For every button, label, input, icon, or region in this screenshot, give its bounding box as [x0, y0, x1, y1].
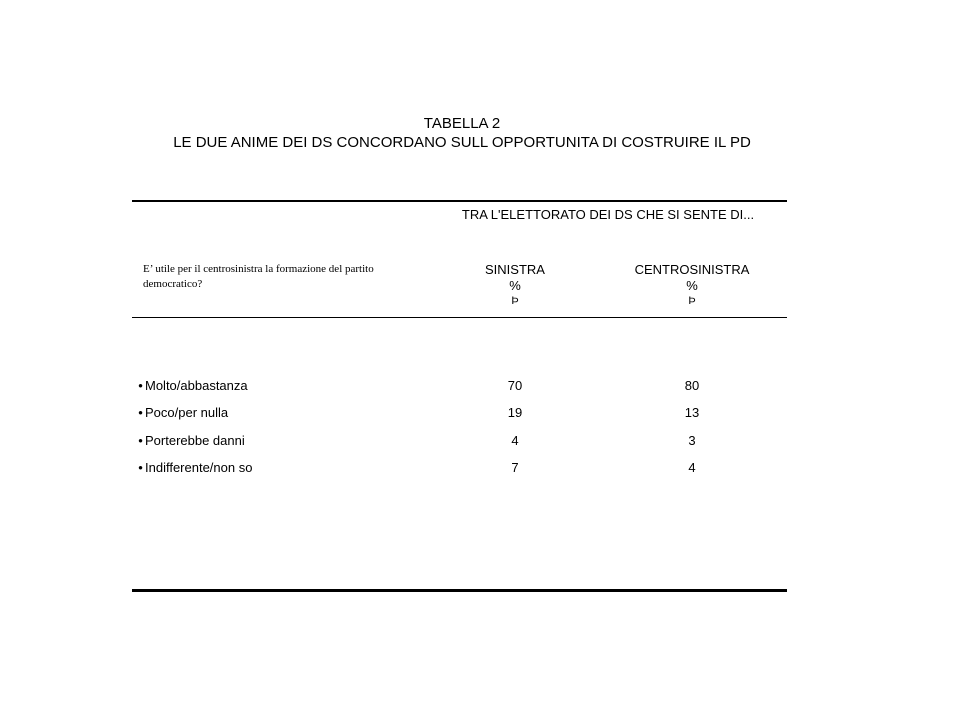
table-number: TABELLA 2 [423, 115, 501, 132]
table-row [136, 403, 776, 423]
column-unit-sinistra: % [509, 278, 521, 293]
row-label-text: Molto/abbastanza [145, 378, 248, 393]
column-label-centrosinistra: CENTROSINISTRA [634, 262, 750, 277]
row-label-text: Porterebbe danni [145, 433, 245, 448]
column-symbol-sinistra: Þ [511, 295, 519, 307]
column-header-sinistra [463, 262, 567, 309]
cell-sinistra: 7 [511, 460, 519, 475]
column-unit-centrosinistra: % [686, 278, 698, 293]
row-label-text: Indifferente/non so [145, 460, 253, 475]
cell-centrosinistra: 13 [684, 405, 700, 420]
table-row [136, 458, 776, 478]
cell-centrosinistra: 80 [684, 378, 700, 393]
bullet-icon: • [138, 433, 143, 448]
table-header-rule [132, 317, 787, 318]
table-title-block [0, 114, 924, 152]
survey-question: E’ utile per il centrosinistra la formazione del partito democratico? [143, 263, 374, 290]
cell-centrosinistra: 3 [688, 433, 696, 448]
bullet-icon: • [138, 378, 143, 393]
cell-sinistra: 4 [511, 433, 519, 448]
cell-centrosinistra: 4 [688, 460, 696, 475]
table-top-rule [132, 200, 787, 202]
cell-sinistra: 19 [507, 405, 523, 420]
row-label [136, 458, 252, 478]
row-label [136, 376, 248, 396]
cell-sinistra: 70 [507, 378, 523, 393]
row-label-text: Poco/per nulla [145, 405, 229, 420]
column-header-centrosinistra [620, 262, 764, 309]
bullet-icon: • [138, 460, 143, 475]
row-label [136, 431, 245, 451]
row-label [136, 403, 228, 423]
bullet-icon: • [138, 405, 143, 420]
table-row [136, 376, 776, 396]
column-group-header: TRA L'ELETTORATO DEI DS CHE SI SENTE DI... [461, 207, 755, 222]
column-label-sinistra: SINISTRA [485, 262, 545, 277]
table-title: LE DUE ANIME DEI DS CONCORDANO SULL OPPORTUNITA DI COSTRUIRE IL PD [173, 134, 751, 151]
column-symbol-centrosinistra: Þ [688, 295, 696, 307]
table-row [136, 431, 776, 451]
table-bottom-rule [132, 589, 787, 592]
